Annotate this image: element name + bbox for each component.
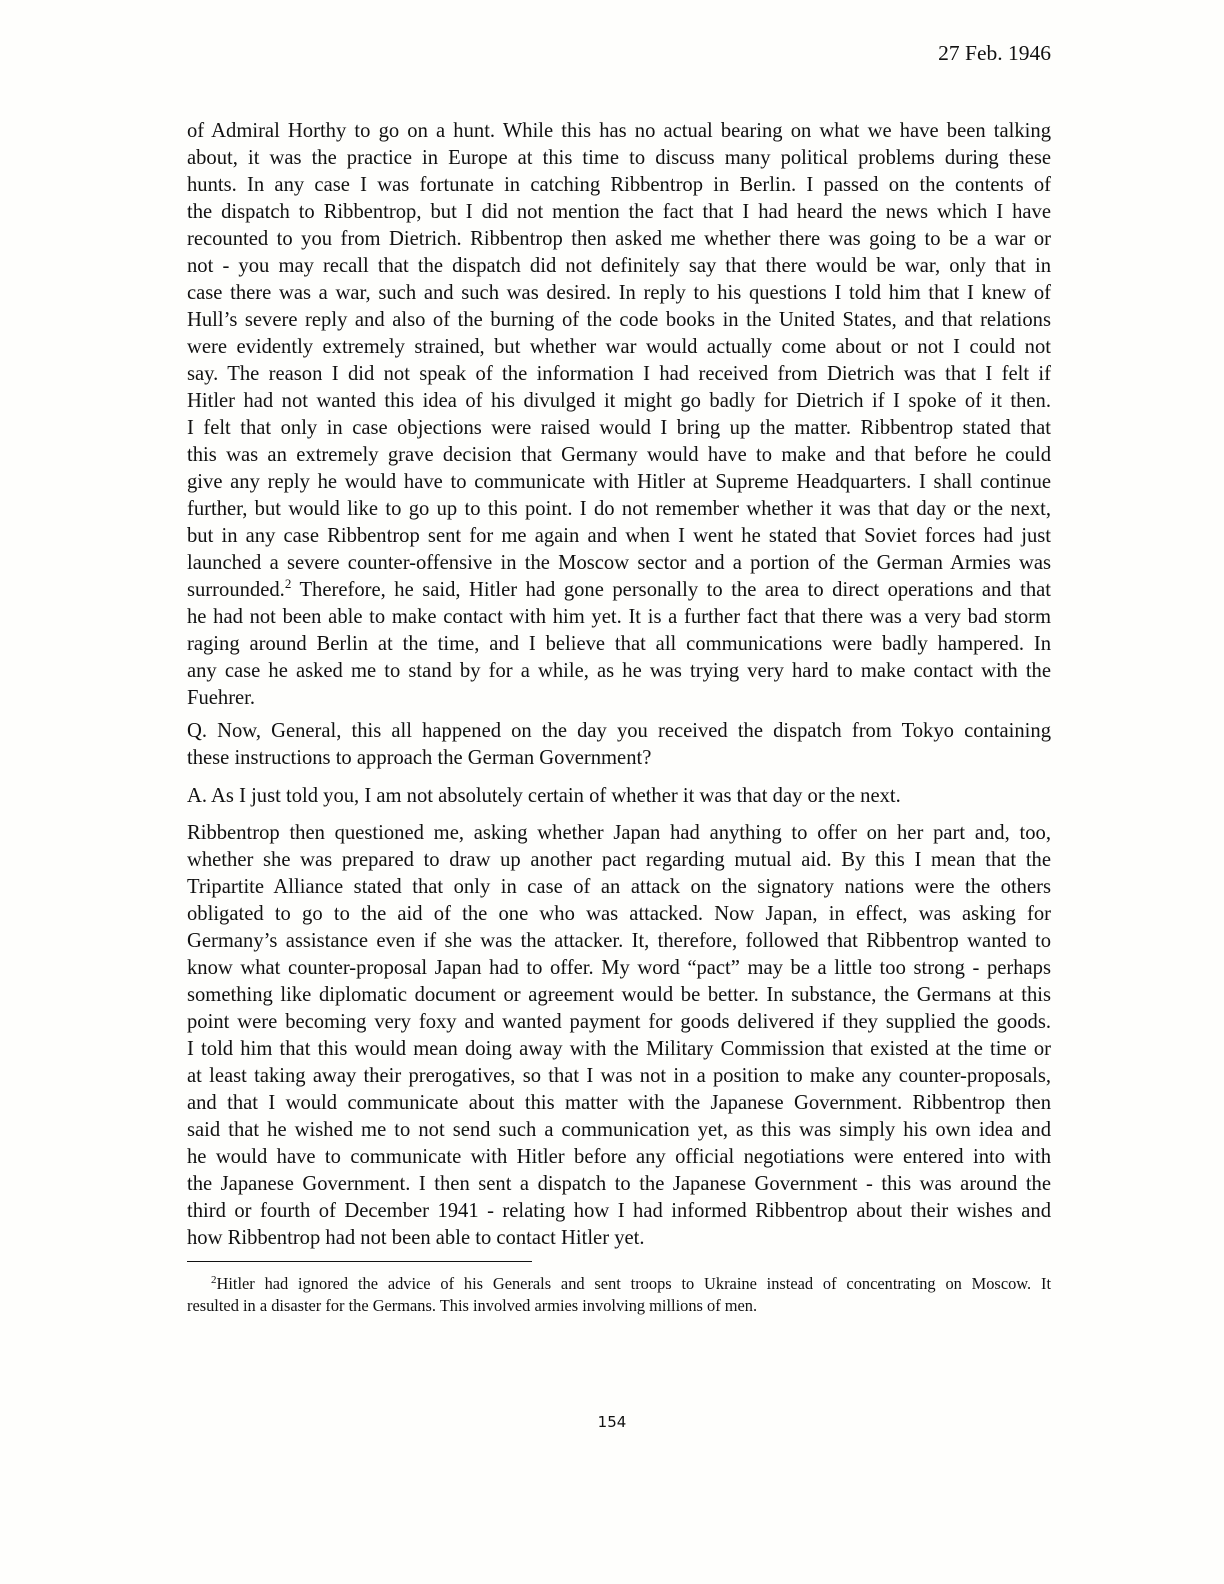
- page-number: 154: [597, 1413, 627, 1431]
- text-line: of Admiral Horthy to go on a hunt. While this has no actual bearing on what we have been talking: [187, 120, 1051, 142]
- text-line-with-footnote: [187, 577, 1051, 604]
- text-line: these instructions to approach the German Government?: [187, 747, 652, 769]
- text-line: said that he wished me to not send such a communication yet, as this was simply his own idea and: [187, 1119, 1051, 1141]
- paragraph-narrative-1: [187, 118, 1051, 712]
- text-line: I told him that this would mean doing away with the Military Commission that existed at the time or: [187, 1038, 1051, 1060]
- text-line: at least taking away their prerogatives, so that I was not in a position to make any counter-proposals,: [187, 1065, 1051, 1087]
- text-line: Tripartite Alliance stated that only in case of an attack on the signatory nations were the others: [187, 876, 1051, 898]
- text-line: hunts. In any case I was fortunate in catching Ribbentrop in Berlin. I passed on the contents of: [187, 174, 1051, 196]
- page-date-header: 27 Feb. 1946: [938, 41, 1051, 65]
- text-line: Hitler had not wanted this idea of his divulged it might go badly for Dietrich if I spoke of it then.: [187, 390, 1051, 412]
- text-line: Q. Now, General, this all happened on the day you received the dispatch from Tokyo containing: [187, 720, 1051, 742]
- text-line: he would have to communicate with Hitler before any official negotiations were entered into with: [187, 1146, 1051, 1168]
- text-line: say. The reason I did not speak of the information I had received from Dietrich was that I felt if: [187, 363, 1051, 385]
- footnote-separator: [187, 1261, 532, 1262]
- text-line: case there was a war, such and such was desired. In reply to his questions I told him that I knew of: [187, 282, 1051, 304]
- footnote-number: 2: [211, 1274, 217, 1286]
- text-line: Ribbentrop then questioned me, asking whether Japan had anything to offer on her part and, too,: [187, 822, 1051, 844]
- text-line: know what counter-proposal Japan had to offer. My word “pact” may be a little too strong - perhaps: [187, 957, 1051, 979]
- text-line: any case he asked me to stand by for a while, as he was trying very hard to make contact with the: [187, 660, 1051, 682]
- text-fragment: Therefore, he said, Hitler had gone personally to the area to direct operations and that: [291, 579, 1051, 601]
- text-line: Hull’s severe reply and also of the burning of the code books in the United States, and that relations: [187, 309, 1051, 331]
- footnote-text: Hitler had ignored the advice of his Generals and sent troops to Ukraine instead of concentrating on Moscow. It: [216, 1274, 1051, 1293]
- text-line: Fuehrer.: [187, 687, 256, 709]
- text-line: the dispatch to Ribbentrop, but I did not mention the fact that I had heard the news which I have: [187, 201, 1051, 223]
- text-line: further, but would like to go up to this point. I do not remember whether it was that day or the next,: [187, 498, 1051, 520]
- text-line: third or fourth of December 1941 - relating how I had informed Ribbentrop about their wishes and: [187, 1200, 1051, 1222]
- text-line: raging around Berlin at the time, and I believe that all communications were badly hampered. In: [187, 633, 1051, 655]
- footnote-line: [187, 1273, 1051, 1295]
- text-line: he had not been able to make contact with him yet. It is a further fact that there was a very bad storm: [187, 606, 1051, 628]
- text-line: point were becoming very foxy and wanted payment for goods delivered if they supplied the goods.: [187, 1011, 1051, 1033]
- footnote-reference-2[interactable]: 2: [284, 576, 292, 591]
- footnote-line: resulted in a disaster for the Germans. This involved armies involving millions of men.: [187, 1296, 758, 1315]
- text-line: give any reply he would have to communicate with Hitler at Supreme Headquarters. I shall continue: [187, 471, 1051, 493]
- paragraph-narrative-2: [187, 820, 1051, 1252]
- text-line: something like diplomatic document or agreement would be better. In substance, the Germans at this: [187, 984, 1051, 1006]
- text-line: launched a severe counter-offensive in the Moscow sector and a portion of the German Armies was: [187, 552, 1051, 574]
- text-line: Germany’s assistance even if she was the attacker. It, therefore, followed that Ribbentrop wanted to: [187, 930, 1051, 952]
- text-line: not - you may recall that the dispatch did not definitely say that there would be war, only that in: [187, 255, 1051, 277]
- text-line: obligated to go to the aid of the one who was attacked. Now Japan, in effect, was asking for: [187, 903, 1051, 925]
- text-line: about, it was the practice in Europe at this time to discuss many political problems during these: [187, 147, 1051, 169]
- text-fragment: surrounded.: [187, 579, 285, 601]
- text-line: how Ribbentrop had not been able to contact Hitler yet.: [187, 1227, 645, 1249]
- paragraph-question: [187, 718, 1051, 772]
- text-line: and that I would communicate about this matter with the Japanese Government. Ribbentrop then: [187, 1092, 1051, 1114]
- text-line: I felt that only in case objections were raised would I bring up the matter. Ribbentrop stated that: [187, 417, 1051, 439]
- text-line: this was an extremely grave decision that Germany would have to make and that before he could: [187, 444, 1051, 466]
- text-line: were evidently extremely strained, but whether war would actually come about or not I could not: [187, 336, 1051, 358]
- text-line: the Japanese Government. I then sent a dispatch to the Japanese Government - this was around the: [187, 1173, 1051, 1195]
- text-line: A. As I just told you, I am not absolutely certain of whether it was that day or the next.: [187, 785, 901, 807]
- paragraph-answer: [187, 783, 1051, 810]
- text-line: whether she was prepared to draw up another pact regarding mutual aid. By this I mean that the: [187, 849, 1051, 871]
- footnote-2: [187, 1273, 1051, 1317]
- text-line: but in any case Ribbentrop sent for me again and when I went he stated that Soviet forces had just: [187, 525, 1051, 547]
- text-line: recounted to you from Dietrich. Ribbentrop then asked me whether there was going to be a war or: [187, 228, 1051, 250]
